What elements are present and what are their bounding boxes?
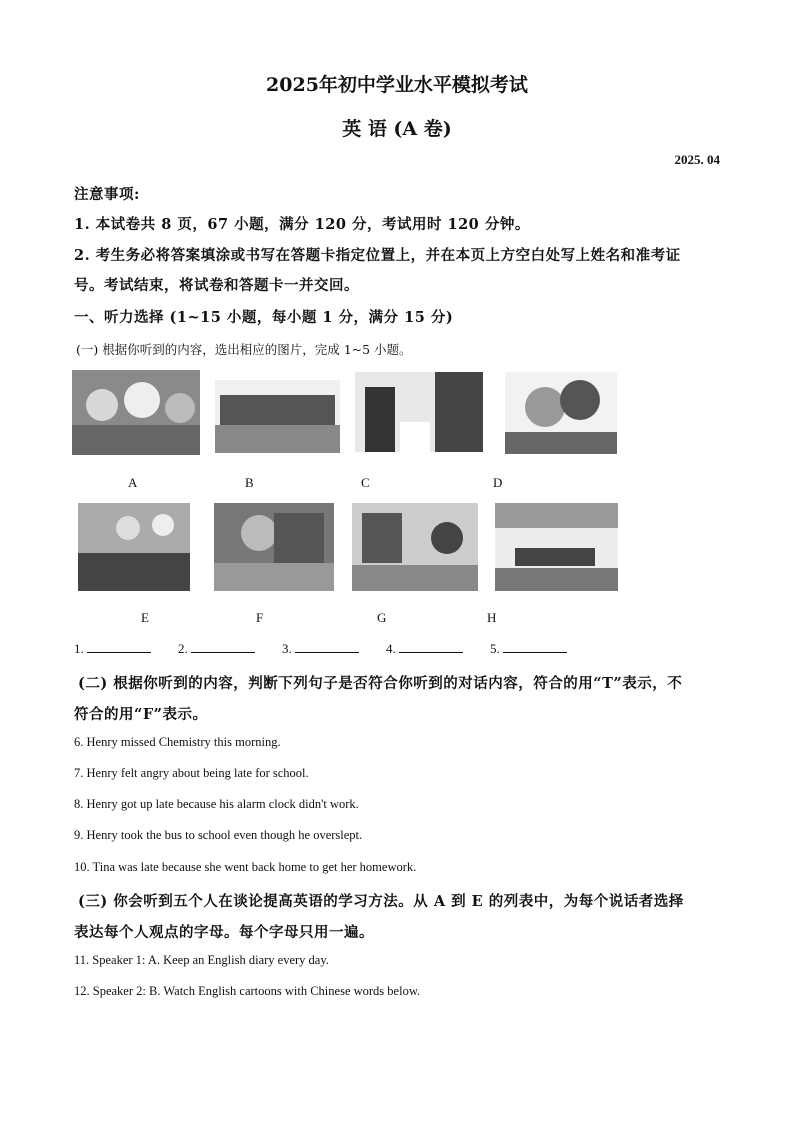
picture-label-g: G xyxy=(377,610,387,625)
answer-3[interactable] xyxy=(282,640,359,657)
exam-date: 2025. 04 xyxy=(674,152,720,167)
answer-blank[interactable] xyxy=(87,640,151,653)
picture-f xyxy=(214,503,334,591)
answer-number: 1. xyxy=(74,641,84,656)
question-8: 8. Henry got up late because his alarm clock didn't work. xyxy=(74,797,359,811)
picture-b xyxy=(215,380,340,453)
picture-label-a: A xyxy=(128,475,138,490)
part1-instruction: (一) 根据你听到的内容，选出相应的图片，完成 1~5 小题。 xyxy=(76,342,412,357)
answer-4[interactable] xyxy=(386,640,463,657)
question-11: 11. Speaker 1: A. Keep an English diary every day. xyxy=(74,953,329,967)
notes-item-2: 2. 考生务必将答案填涂或书写在答题卡指定位置上，并在本页上方空白处写上姓名和准考证 xyxy=(74,247,681,264)
answer-number: 3. xyxy=(282,641,292,656)
part2-instruction: (二) 根据你听到的内容，判断下列句子是否符合你听到的对话内容，符合的用“T”表示，不 xyxy=(78,675,683,692)
answer-number: 4. xyxy=(386,641,396,656)
picture-e xyxy=(78,503,190,591)
notes-item-1: 1. 本试卷共 8 页，67 小题，满分 120 分，考试用时 120 分钟。 xyxy=(74,216,530,233)
answer-blank[interactable] xyxy=(503,640,567,653)
answer-blank[interactable] xyxy=(399,640,463,653)
answer-number: 5. xyxy=(490,641,500,656)
part3-instruction-cont: 表达每个人观点的字母。每个字母只用一遍。 xyxy=(74,924,374,941)
picture-label-h: H xyxy=(487,610,497,625)
answer-blank[interactable] xyxy=(191,640,255,653)
exam-title: 2025年初中学业水平模拟考试 xyxy=(266,74,528,96)
picture-h xyxy=(495,503,618,591)
picture-g xyxy=(352,503,478,591)
part3-instruction: (三) 你会听到五个人在谈论提高英语的学习方法。从 A 到 E 的列表中，为每个说话者选择 xyxy=(78,893,684,910)
question-12: 12. Speaker 2: B. Watch English cartoons with Chinese words below. xyxy=(74,984,421,998)
answer-5[interactable] xyxy=(490,640,567,657)
exam-subtitle: 英 语 (A 卷) xyxy=(342,118,452,140)
answer-2[interactable] xyxy=(178,640,255,657)
question-10: 10. Tina was late because she went back home to get her homework. xyxy=(74,860,417,874)
picture-label-d: D xyxy=(493,475,503,490)
answer-number: 2. xyxy=(178,641,188,656)
part2-instruction-cont: 符合的用“F”表示。 xyxy=(74,706,208,723)
picture-c xyxy=(355,372,483,452)
section1-heading: 一、听力选择 (1~15 小题，每小题 1 分，满分 15 分) xyxy=(74,309,454,326)
picture-label-c: C xyxy=(361,475,370,490)
question-6: 6. Henry missed Chemistry this morning. xyxy=(74,735,281,749)
picture-label-e: E xyxy=(141,610,149,625)
notes-heading: 注意事项: xyxy=(74,186,140,203)
question-9: 9. Henry took the bus to school even though he overslept. xyxy=(74,828,363,842)
answer-blank[interactable] xyxy=(295,640,359,653)
picture-label-b: B xyxy=(245,475,254,490)
answer-1[interactable] xyxy=(74,640,151,657)
notes-item-2-cont: 号。考试结束，将试卷和答题卡一并交回。 xyxy=(74,277,359,294)
question-7: 7. Henry felt angry about being late for school. xyxy=(74,766,309,780)
picture-a xyxy=(72,370,200,455)
picture-label-f: F xyxy=(256,610,264,625)
picture-d xyxy=(505,372,617,454)
